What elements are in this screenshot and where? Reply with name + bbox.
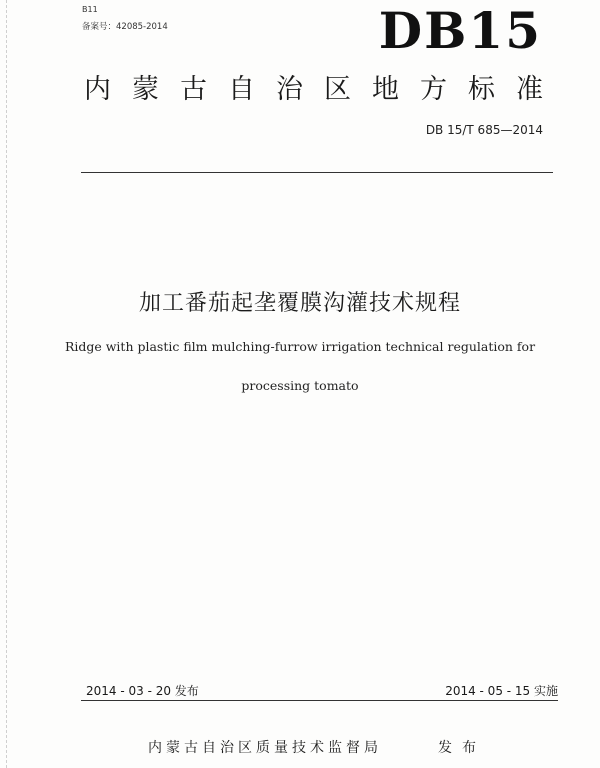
ics-code: B11: [82, 5, 98, 14]
implementation-date: 2014 - 05 - 15 实施: [445, 684, 558, 698]
title-chinese: 加工番茄起垄覆膜沟灌技术规程: [138, 291, 461, 316]
title-english-line-2: processing tomato: [241, 378, 359, 393]
issue-date: 2014 - 03 - 20 发布: [86, 684, 199, 698]
standard-type-heading: 内蒙古自治区地方标准: [84, 74, 564, 105]
header-divider: [81, 172, 553, 173]
footer-divider: [81, 700, 558, 701]
publish-label: 发布: [438, 740, 486, 756]
issuing-authority: 内蒙古自治区质量技术监督局: [148, 740, 382, 756]
title-english-line-1: Ridge with plastic film mulching-furrow irrigation technical regulation for: [64, 339, 536, 354]
standard-number: DB 15/T 685—2014: [425, 123, 543, 137]
filing-number: 备案号：42085-2014: [82, 22, 168, 32]
db-code-logo: DB15: [378, 1, 542, 60]
